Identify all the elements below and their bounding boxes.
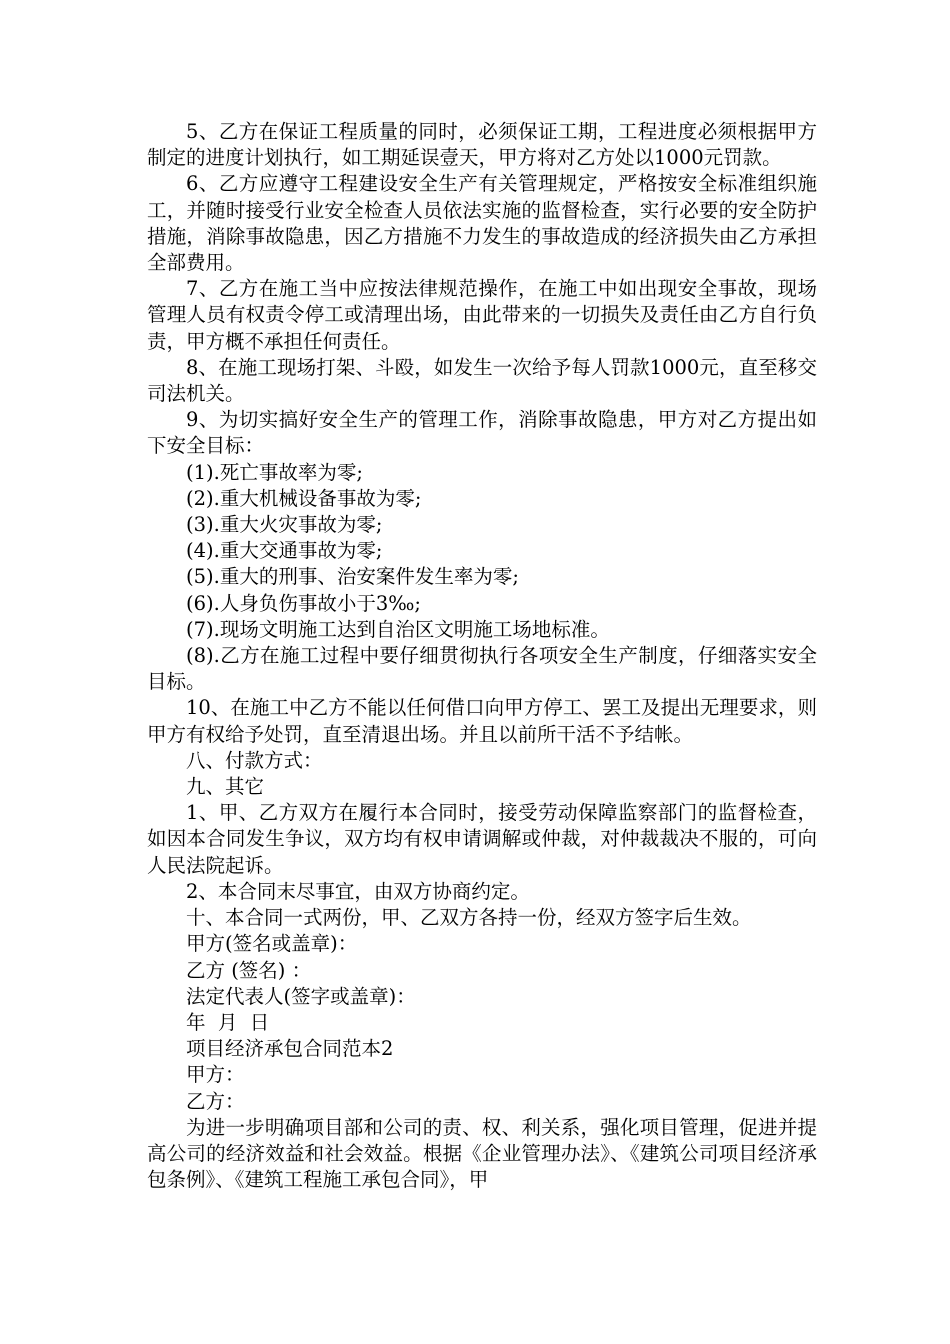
- paragraph-clause-9: 9、为切实搞好安全生产的管理工作，消除事故隐患，甲方对乙方提出如下安全目标：: [147, 408, 817, 458]
- paragraph-clause-6: 6、乙方应遵守工程建设安全生产有关管理规定，严格按安全标准组织施工，并随时接受行业安全检查人员依法实施的监督检查，实行必要的安全防护措施，消除事故隐患，因乙方措施不力发生的事故造成的经济损失由乙方承担全部费用。: [147, 172, 817, 275]
- section-other: 九、其它: [186, 775, 265, 799]
- document-body: [147, 119, 817, 1193]
- other-clause-2: 2、本合同末尽事宜，由双方协商约定。: [186, 879, 530, 903]
- section-copies: 十、本合同一式两份，甲、乙双方各持一份，经双方签字后生效。: [186, 906, 752, 930]
- safety-target-1: (1).死亡事故率为零;: [186, 460, 363, 484]
- safety-target-4: (4).重大交通事故为零;: [186, 539, 383, 563]
- section-payment-method: 八、付款方式：: [186, 748, 323, 772]
- paragraph-intro: 为进一步明确项目部和公司的责、权、利关系，强化项目管理，促进并提高公司的经济效益和社会效益。根据《企业管理办法》、《建筑公司项目经济承包条例》、《建筑工程施工承包合同》，甲: [147, 1115, 817, 1192]
- safety-target-3: (3).重大火灾事故为零;: [186, 513, 383, 537]
- safety-target-6: (6).人身负伤事故小于3‰;: [186, 591, 421, 615]
- party-b-label: 乙方：: [186, 1089, 245, 1113]
- party-a-signature: 甲方(签名或盖章)：: [186, 932, 358, 956]
- template-2-title: 项目经济承包合同范本2: [186, 1037, 394, 1061]
- paragraph-clause-7: 7、乙方在施工当中应按法律规范操作，在施工中如出现安全事故，现场管理人员有权责令停工或清理出场，由此带来的一切损失及责任由乙方自行负责，甲方概不承担任何责任。: [147, 277, 817, 353]
- date-line: 年 月 日: [186, 1010, 270, 1034]
- safety-target-2: (2).重大机械设备事故为零;: [186, 486, 422, 510]
- safety-target-7: (7).现场文明施工达到自治区文明施工场地标准。: [186, 617, 610, 641]
- paragraph-clause-5: 5、乙方在保证工程质量的同时，必须保证工期，工程进度必须根据甲方制定的进度计划执行，如工期延误壹天，甲方将对乙方处以1000元罚款。: [147, 120, 817, 170]
- other-clause-1: 1、甲、乙方双方在履行本合同时，接受劳动保障监察部门的监督检查，如因本合同发生争议，双方均有权申请调解或仲裁，对仲裁裁决不服的，可向人民法院起诉。: [147, 801, 817, 877]
- paragraph-clause-8: 8、在施工现场打架、斗殴，如发生一次给予每人罚款1000元，直至移交司法机关。: [147, 355, 817, 406]
- safety-target-8: (8).乙方在施工过程中要仔细贯彻执行各项安全生产制度，仔细落实安全目标。: [147, 644, 817, 694]
- paragraph-clause-10: 10、在施工中乙方不能以任何借口向甲方停工、罢工及提出无理要求，则甲方有权给予处罚，直至清退出场。并且以前所干活不予结帐。: [147, 696, 817, 746]
- party-a-label: 甲方：: [186, 1063, 245, 1087]
- party-b-signature: 乙方 (签名) ：: [186, 958, 312, 982]
- safety-target-5: (5).重大的刑事、治安案件发生率为零;: [186, 565, 519, 589]
- legal-representative-signature: 法定代表人(签字或盖章)：: [186, 984, 416, 1008]
